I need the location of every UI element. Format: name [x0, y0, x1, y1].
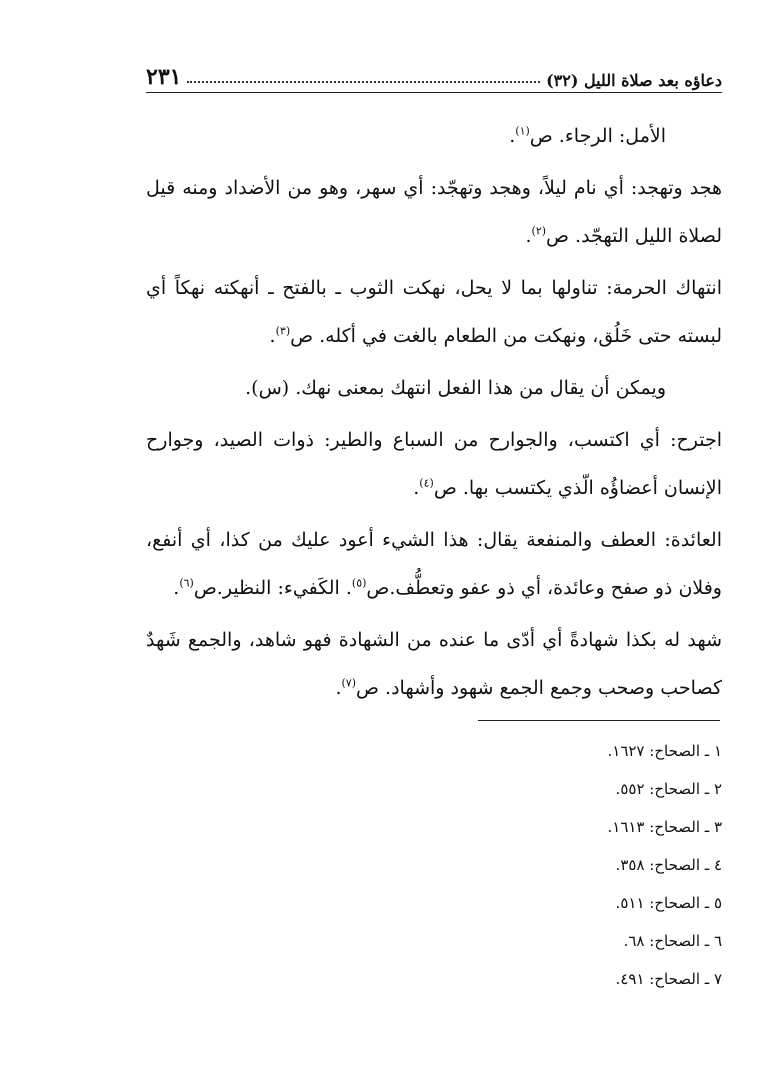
- paragraph-end: .: [269, 325, 276, 347]
- paragraph-text: اجترح: أي اكتسب، والجوارح من السباع والطير: ذوات الصيد، وجوارح الإنسان أعضاؤُه الّذي يكتسب بها. ص: [146, 429, 722, 499]
- footnote: ١ ـ الصحاح: ١٦٢٧.: [607, 742, 722, 760]
- paragraph-text: شهد له بكذا شهادةً أي أدّى ما عنده من الشهادة فهو شاهد، والجمع شَهدٌ كصاحب وصحب وجمع الجمع شهود وأشهاد. ص: [146, 629, 722, 699]
- paragraph: [146, 616, 722, 712]
- page-number: ٢٣١: [146, 64, 182, 90]
- footnote: ٥ ـ الصحاح: ٥١١.: [615, 894, 722, 912]
- header-rule: [146, 92, 722, 93]
- footnote-separator: [478, 720, 720, 721]
- main-text: [146, 112, 722, 716]
- leader-dots: [187, 80, 540, 83]
- paragraph: [146, 164, 722, 260]
- paragraph: [146, 364, 722, 412]
- footnote: ٣ ـ الصحاح: ١٦١٣.: [607, 818, 722, 836]
- footnote-ref: (٢): [531, 224, 547, 238]
- running-header: [146, 60, 722, 90]
- paragraph-text: هجد وتهجد: أي نام ليلاً، وهجد وتهجّد: أي سهر، وهو من الأضداد ومنه قيل لصلاة الليل التهجّد. ص: [146, 177, 722, 247]
- paragraph-text: الأمل: الرجاء. ص: [529, 125, 666, 147]
- paragraph-end: .: [173, 577, 180, 599]
- paragraph: [146, 112, 722, 160]
- footnote-ref: (٥): [351, 576, 367, 590]
- paragraph-text: العائدة: العطف والمنفعة يقال: هذا الشيء أعود عليك من كذا، أي أنفع، وفلان ذو صفح وعائدة، أي ذو عفو وتعطُّف.ص: [146, 529, 722, 599]
- paragraph: [146, 416, 722, 512]
- paragraph-end: .: [335, 677, 342, 699]
- footnote: ٧ ـ الصحاح: ٤٩١.: [615, 970, 722, 988]
- footnote: ٦ ـ الصحاح: ٦٨.: [623, 932, 722, 950]
- paragraph-end: .: [509, 125, 516, 147]
- paragraph-text-continued: . الكَفيء: النظير.ص: [193, 577, 352, 599]
- paragraph-end: .: [413, 477, 420, 499]
- chapter-title: دعاؤه بعد صلاة الليل (٣٢): [546, 71, 722, 90]
- paragraph-text: انتهاك الحرمة: تناولها بما لا يحل، نهكت الثوب ـ بالفتح ـ أنهكته نهكاً أي لبسته حتى خَلُق، ونهكت من الطعام بالغت في أكله. ص: [146, 277, 722, 347]
- paragraph: [146, 516, 722, 612]
- footnote-ref: (٣): [275, 324, 291, 338]
- paragraph-end: .: [525, 225, 532, 247]
- footnote-ref: (١): [515, 124, 530, 138]
- footnote-ref: (٤): [419, 476, 434, 490]
- footnote: ٢ ـ الصحاح: ٥٥٢.: [615, 780, 722, 798]
- paragraph-text: ويمكن أن يقال من هذا الفعل انتهك بمعنى نهك. (س).: [245, 377, 666, 399]
- footnotes: [146, 732, 722, 998]
- footnote: ٤ ـ الصحاح: ٣٥٨.: [615, 856, 722, 874]
- footnote-ref: (٧): [341, 676, 357, 690]
- paragraph: [146, 264, 722, 360]
- footnote-ref: (٦): [179, 576, 194, 590]
